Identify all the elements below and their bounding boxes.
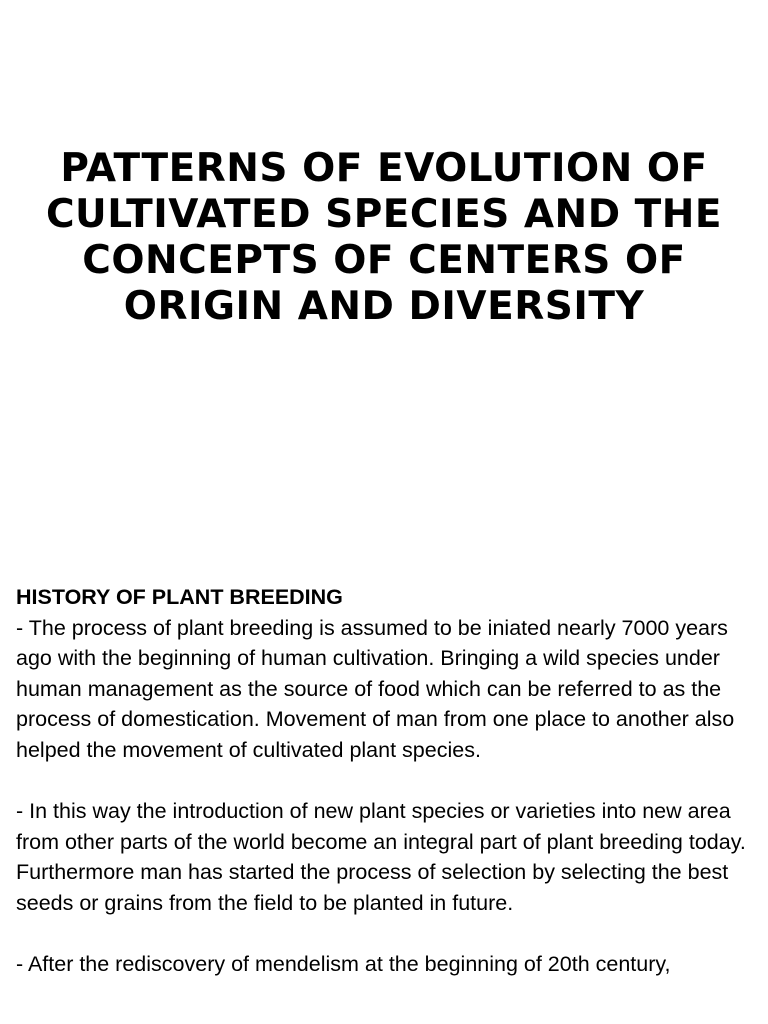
paragraph-1: - The process of plant breeding is assumed to be iniated nearly 7000 years ago with the beginning of human cultivation. Bringing a wild species under human management as the source of food which can be referred to as the process of domestication. Movement of man from one place to another also helped the movement of cultivated plant species. bbox=[16, 615, 735, 762]
content-section bbox=[16, 582, 760, 1010]
section-heading: HISTORY OF PLANT BREEDING bbox=[16, 585, 343, 609]
paragraph-3: - After the rediscovery of mendelism at the beginning of 20th century, bbox=[16, 952, 671, 977]
slide-title: PATTERNS OF EVOLUTION OF CULTIVATED SPECIES AND THE CONCEPTS OF CENTERS OF ORIGIN AND DIVERSITY bbox=[45, 146, 723, 329]
paragraph-2: - In this way the introduction of new plant species or varieties into new area from other parts of the world become an integral part of plant breeding today. Furthermore man has started the process of selection by selecting the best seeds or grains from the field to be planted in future. bbox=[16, 799, 746, 915]
